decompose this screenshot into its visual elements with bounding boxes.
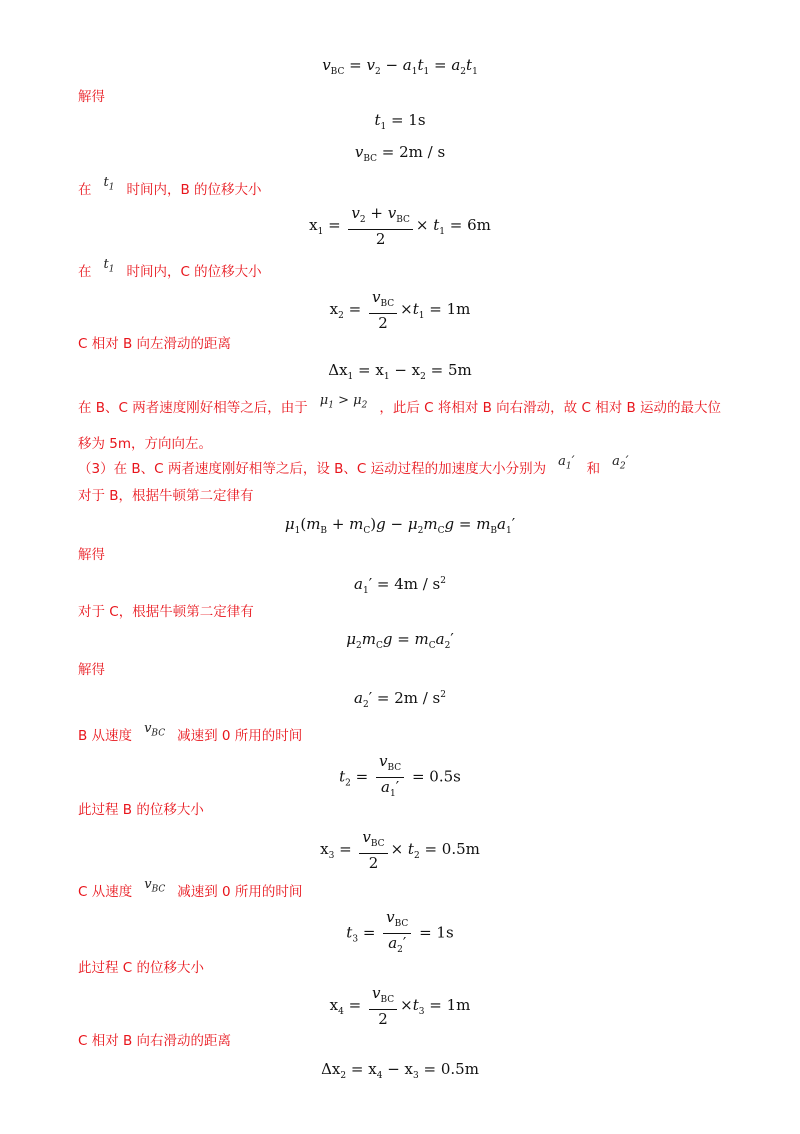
text-c-relative-left: C 相对 B 向左滑动的距离 — [78, 336, 232, 352]
text-jiede-1: 解得 — [78, 89, 105, 105]
equation-dx2: $\Delta x_2 = x_4 - x_3 = 0.5m$ — [321, 1060, 479, 1081]
equation-newton-b: $\mu_1(m_B + m_C)g - \mu_2m_Cg = m_Ba_1'$ — [284, 515, 516, 536]
text-b-process: 此过程 B 的位移大小 — [78, 802, 204, 818]
equation-x1: $x_1$ = $\frac{v_2 + v_{BC}}{2}$ × $t_1 = 6m$ — [309, 204, 491, 248]
symbol-a1-prime: $a_1'$ — [558, 454, 575, 472]
equation-dx1: $\Delta x_1 = x_1 - x_2 = 5m$ — [328, 361, 472, 382]
text-for-b: 对于 B，根据牛顿第二定律有 — [78, 488, 254, 504]
text-c-process: 此过程 C 的位移大小 — [78, 960, 205, 976]
symbol-t1: $t_1$ — [103, 175, 115, 193]
text-jiede-2: 解得 — [78, 547, 105, 563]
equation-a2-prime: $a_2' = 2m / s^2$ — [354, 689, 446, 710]
symbol-a2-prime: $a_2'$ — [612, 454, 629, 472]
equation-x2: $x_2$ = $\frac{v_{BC}}{2}$ $\times t_1 = 1m$ — [329, 288, 471, 332]
text-part3: （3）在 B、C 两者速度刚好相等之后，设 B、C 运动过程的加速度大小分别为 $a_1'$ 和 $a_2'$ — [78, 454, 629, 477]
symbol-mu1-gt-mu2: $\mu_1 > \mu_2$ — [319, 393, 368, 411]
equation-vbc: $v_{BC} = v_2 - a_1t_1 = a_2t_1$ — [322, 56, 478, 77]
equation-t2: $t_2$ = $\frac{v_{BC}}{a_1'}$ = 0.5s — [339, 752, 461, 799]
text-b-displacement: 在 $t_1$ 时间内，B 的位移大小 — [78, 175, 262, 198]
equation-a1-prime: $a_1' = 4m / s^2$ — [354, 575, 446, 596]
equation-vbc-value: $v_{BC} = 2m / s$ — [354, 143, 446, 164]
equation-t1: $t_1 = 1s$ — [374, 111, 426, 132]
text-jiede-3: 解得 — [78, 662, 105, 678]
equation-newton-c: $\mu_2m_Cg = m_Ca_2'$ — [346, 630, 454, 651]
text-c-displacement: 在 $t_1$ 时间内，C 的位移大小 — [78, 257, 262, 280]
equation-x4: $x_4$ = $\frac{v_{BC}}{2}$ $\times t_3 = 1m$ — [329, 984, 471, 1028]
symbol-vbc: $v_{BC}$ — [144, 877, 166, 895]
text-b-decelerate: B 从速度 $v_{BC}$ 减速到 0 所用的时间 — [78, 721, 303, 744]
text-c-decelerate: C 从速度 $v_{BC}$ 减速到 0 所用的时间 — [78, 877, 303, 900]
text-for-c: 对于 C，根据牛顿第二定律有 — [78, 604, 254, 620]
symbol-vbc: $v_{BC}$ — [144, 721, 166, 739]
symbol-t1: $t_1$ — [103, 257, 115, 275]
equation-x3: $x_3$ = $\frac{v_{BC}}{2}$ × $t_2 = 0.5m$ — [320, 828, 480, 872]
equation-t3: $t_3$ = $\frac{v_{BC}}{a_2'}$ = 1s — [346, 908, 454, 955]
text-after-equal-speed: 在 B、C 两者速度刚好相等之后，由于 $\mu_1 > \mu_2$ ，此后 C 将相对 B 向右滑动，故 C 相对 B 运动的最大位移为 5m，方向向左。 — [78, 393, 728, 459]
text-c-relative-right: C 相对 B 向右滑动的距离 — [78, 1033, 232, 1049]
